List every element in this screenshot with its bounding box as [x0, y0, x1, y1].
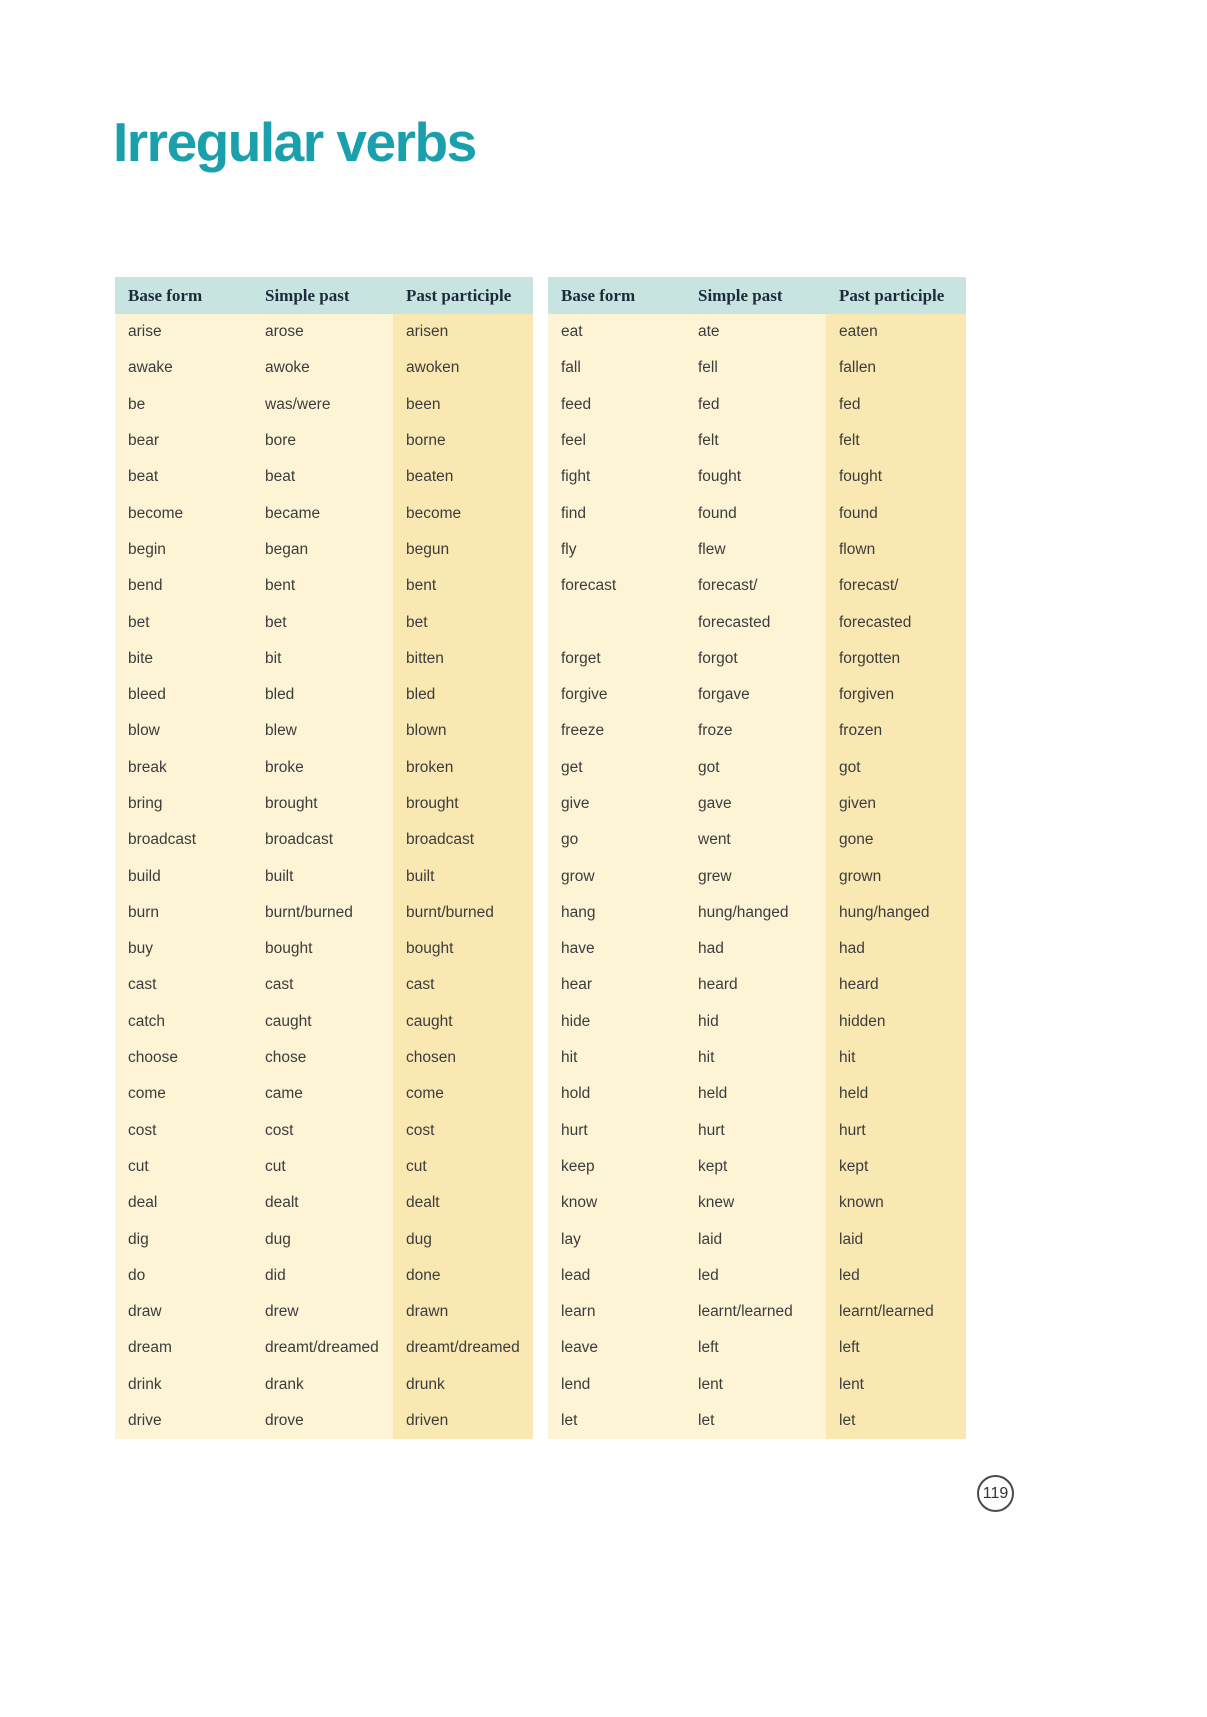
table-row [548, 858, 966, 894]
verb-cell: hit [826, 1040, 966, 1076]
verb-cell: forgotten [826, 641, 966, 677]
verb-cell: bought [393, 931, 533, 967]
table-row [115, 350, 533, 386]
verb-cell: broadcast [393, 822, 533, 858]
verb-cell: drive [115, 1403, 252, 1439]
table-row [548, 1076, 966, 1112]
verb-cell: let [685, 1403, 826, 1439]
table-row [548, 568, 966, 604]
verb-cell: fought [685, 459, 826, 495]
verb-cell: bet [393, 604, 533, 640]
verb-cell: did [252, 1258, 393, 1294]
verb-cell: bet [252, 604, 393, 640]
verb-cell: blow [115, 713, 252, 749]
table-row [115, 459, 533, 495]
table-row [548, 387, 966, 423]
table-row [115, 314, 533, 350]
table-row [115, 1185, 533, 1221]
verb-cell: lent [826, 1367, 966, 1403]
verb-cell: hung/hanged [685, 895, 826, 931]
verb-cell: held [685, 1076, 826, 1112]
verb-cell: been [393, 387, 533, 423]
verb-cell: led [826, 1258, 966, 1294]
verb-cell: begin [115, 532, 252, 568]
page-title: Irregular verbs [113, 111, 476, 173]
verb-cell: brought [393, 786, 533, 822]
table-row [548, 967, 966, 1003]
verb-cell: cut [252, 1149, 393, 1185]
verb-cell: become [393, 495, 533, 531]
verb-cell: bled [252, 677, 393, 713]
verb-cell: forgot [685, 641, 826, 677]
verb-cell: learn [548, 1294, 685, 1330]
table-row [115, 750, 533, 786]
verb-table-right [548, 277, 966, 1439]
verb-cell: hung/hanged [826, 895, 966, 931]
verb-cell: beat [115, 459, 252, 495]
verb-cell: driven [393, 1403, 533, 1439]
verb-cell: flown [826, 532, 966, 568]
verb-cell: hang [548, 895, 685, 931]
verb-cell: awoke [252, 350, 393, 386]
verb-cell: buy [115, 931, 252, 967]
verb-cell: cast [115, 967, 252, 1003]
verb-cell: dreamt/dreamed [393, 1330, 533, 1366]
verb-cell: laid [685, 1221, 826, 1257]
verb-cell: cast [393, 967, 533, 1003]
verb-cell: dug [252, 1221, 393, 1257]
table-row [548, 314, 966, 350]
table-row [548, 1040, 966, 1076]
table-row [115, 604, 533, 640]
table-row [115, 532, 533, 568]
verb-cell: feed [548, 387, 685, 423]
verb-cell: frozen [826, 713, 966, 749]
verb-cell: become [115, 495, 252, 531]
verb-cell: let [548, 1403, 685, 1439]
verb-cell: fall [548, 350, 685, 386]
verb-cell: broadcast [252, 822, 393, 858]
verb-cell: do [115, 1258, 252, 1294]
column-header: Past participle [839, 285, 945, 305]
verb-cell: awoken [393, 350, 533, 386]
table-row [548, 495, 966, 531]
verb-table-left [115, 277, 533, 1439]
verb-cell: be [115, 387, 252, 423]
verb-cell: drink [115, 1367, 252, 1403]
verb-cell: given [826, 786, 966, 822]
verb-cell: leave [548, 1330, 685, 1366]
verb-cell: find [548, 495, 685, 531]
table-row [115, 1113, 533, 1149]
verb-cell: draw [115, 1294, 252, 1330]
verb-cell: hurt [826, 1113, 966, 1149]
table-row [548, 423, 966, 459]
table-row [548, 459, 966, 495]
column-header: Simple past [265, 285, 350, 305]
table-row [548, 532, 966, 568]
verb-cell: dreamt/dreamed [252, 1330, 393, 1366]
verb-cell: hurt [548, 1113, 685, 1149]
table-row [115, 1403, 533, 1439]
verb-cell: chosen [393, 1040, 533, 1076]
verb-cell: build [115, 858, 252, 894]
verb-cell: drove [252, 1403, 393, 1439]
verb-cell: cast [252, 967, 393, 1003]
verb-cell: built [252, 858, 393, 894]
verb-cell: cut [115, 1149, 252, 1185]
verb-cell: broadcast [115, 822, 252, 858]
verb-cell: forecast [548, 568, 685, 604]
verb-cell: eaten [826, 314, 966, 350]
verb-cell: burnt/burned [252, 895, 393, 931]
verb-cell: heard [685, 967, 826, 1003]
verb-cell: catch [115, 1004, 252, 1040]
verb-cell: blew [252, 713, 393, 749]
verb-cell: fought [826, 459, 966, 495]
verb-tables-container [115, 277, 966, 1439]
verb-cell: drew [252, 1294, 393, 1330]
verb-cell: was/were [252, 387, 393, 423]
verb-cell: feel [548, 423, 685, 459]
verb-cell: caught [393, 1004, 533, 1040]
verb-cell: beaten [393, 459, 533, 495]
column-header: Past participle [406, 285, 512, 305]
verb-cell: became [252, 495, 393, 531]
table-row [548, 822, 966, 858]
table-row [115, 931, 533, 967]
verb-cell: forecast/ [826, 568, 966, 604]
verb-cell: hold [548, 1076, 685, 1112]
verb-cell: drank [252, 1367, 393, 1403]
verb-cell: forecasted [826, 604, 966, 640]
table-row [548, 1258, 966, 1294]
table-row [548, 1403, 966, 1439]
table-row [115, 1149, 533, 1185]
verb-cell: bring [115, 786, 252, 822]
verb-cell: deal [115, 1185, 252, 1221]
table-row [115, 858, 533, 894]
table-row [548, 713, 966, 749]
verb-cell: bled [393, 677, 533, 713]
verb-cell: grown [826, 858, 966, 894]
table-header-row [548, 277, 966, 314]
table-body [115, 314, 533, 1439]
verb-cell: burnt/burned [393, 895, 533, 931]
verb-cell: bent [393, 568, 533, 604]
table-row [115, 568, 533, 604]
verb-cell: cut [393, 1149, 533, 1185]
verb-cell: dealt [252, 1185, 393, 1221]
table-row [115, 677, 533, 713]
verb-cell: broken [393, 750, 533, 786]
verb-cell: bend [115, 568, 252, 604]
column-header: Simple past [698, 285, 783, 305]
verb-cell: bought [252, 931, 393, 967]
verb-cell: ate [685, 314, 826, 350]
verb-cell: done [393, 1258, 533, 1294]
verb-cell: built [393, 858, 533, 894]
verb-cell: kept [685, 1149, 826, 1185]
verb-cell: arose [252, 314, 393, 350]
table-body [548, 314, 966, 1439]
verb-cell: choose [115, 1040, 252, 1076]
verb-cell: led [685, 1258, 826, 1294]
verb-cell: give [548, 786, 685, 822]
verb-cell: gone [826, 822, 966, 858]
verb-cell: come [115, 1076, 252, 1112]
verb-cell: froze [685, 713, 826, 749]
verb-cell: cost [115, 1113, 252, 1149]
verb-cell: cost [252, 1113, 393, 1149]
verb-cell [548, 604, 685, 640]
verb-cell: bit [252, 641, 393, 677]
verb-cell: keep [548, 1149, 685, 1185]
verb-cell: hide [548, 1004, 685, 1040]
verb-cell: had [826, 931, 966, 967]
table-row [548, 1294, 966, 1330]
verb-cell: hidden [826, 1004, 966, 1040]
verb-cell: kept [826, 1149, 966, 1185]
verb-cell: found [826, 495, 966, 531]
verb-cell: dealt [393, 1185, 533, 1221]
verb-cell: found [685, 495, 826, 531]
table-row [548, 1221, 966, 1257]
verb-cell: lend [548, 1367, 685, 1403]
table-row [548, 677, 966, 713]
table-row [548, 1367, 966, 1403]
table-row [115, 1367, 533, 1403]
verb-cell: go [548, 822, 685, 858]
verb-cell: known [826, 1185, 966, 1221]
verb-cell: dream [115, 1330, 252, 1366]
verb-cell: hear [548, 967, 685, 1003]
verb-cell: forgiven [826, 677, 966, 713]
verb-cell: bore [252, 423, 393, 459]
verb-cell: got [826, 750, 966, 786]
verb-cell: broke [252, 750, 393, 786]
verb-cell: began [252, 532, 393, 568]
verb-cell: had [685, 931, 826, 967]
verb-cell: chose [252, 1040, 393, 1076]
table-row [548, 1113, 966, 1149]
verb-cell: hit [548, 1040, 685, 1076]
verb-cell: break [115, 750, 252, 786]
verb-cell: borne [393, 423, 533, 459]
verb-cell: bitten [393, 641, 533, 677]
verb-cell: fed [685, 387, 826, 423]
table-row [548, 1330, 966, 1366]
table-row [115, 1004, 533, 1040]
verb-cell: bite [115, 641, 252, 677]
verb-cell: bleed [115, 677, 252, 713]
verb-cell: got [685, 750, 826, 786]
verb-cell: fight [548, 459, 685, 495]
verb-cell: fell [685, 350, 826, 386]
verb-cell: grew [685, 858, 826, 894]
page-number-badge: 119 [977, 1475, 1014, 1512]
verb-cell: arisen [393, 314, 533, 350]
verb-cell: fallen [826, 350, 966, 386]
verb-cell: cost [393, 1113, 533, 1149]
table-row [115, 423, 533, 459]
verb-cell: forecast/ [685, 568, 826, 604]
verb-cell: forgive [548, 677, 685, 713]
verb-cell: beat [252, 459, 393, 495]
table-row [115, 895, 533, 931]
verb-cell: grow [548, 858, 685, 894]
table-row [115, 822, 533, 858]
verb-cell: laid [826, 1221, 966, 1257]
table-header-row [115, 277, 533, 314]
verb-cell: held [826, 1076, 966, 1112]
table-row [548, 1004, 966, 1040]
verb-cell: get [548, 750, 685, 786]
verb-cell: know [548, 1185, 685, 1221]
verb-cell: come [393, 1076, 533, 1112]
verb-cell: heard [826, 967, 966, 1003]
verb-cell: arise [115, 314, 252, 350]
verb-cell: drawn [393, 1294, 533, 1330]
verb-cell: learnt/learned [685, 1294, 826, 1330]
table-row [115, 1040, 533, 1076]
table-row [115, 1330, 533, 1366]
column-header: Base form [128, 285, 203, 305]
table-row [548, 350, 966, 386]
verb-cell: learnt/learned [826, 1294, 966, 1330]
verb-cell: felt [685, 423, 826, 459]
verb-cell: left [826, 1330, 966, 1366]
verb-cell: bent [252, 568, 393, 604]
verb-cell: begun [393, 532, 533, 568]
table-row [548, 1149, 966, 1185]
table-row [115, 1258, 533, 1294]
verb-cell: came [252, 1076, 393, 1112]
verb-cell: lead [548, 1258, 685, 1294]
verb-cell: fed [826, 387, 966, 423]
verb-cell: dig [115, 1221, 252, 1257]
table-row [548, 641, 966, 677]
table-row [548, 1185, 966, 1221]
verb-cell: blown [393, 713, 533, 749]
table-row [115, 495, 533, 531]
verb-cell: forecasted [685, 604, 826, 640]
verb-cell: caught [252, 1004, 393, 1040]
table-row [115, 1294, 533, 1330]
verb-cell: freeze [548, 713, 685, 749]
table-row [548, 931, 966, 967]
verb-cell: hit [685, 1040, 826, 1076]
verb-cell: bet [115, 604, 252, 640]
verb-cell: burn [115, 895, 252, 931]
table-row [115, 786, 533, 822]
verb-cell: lay [548, 1221, 685, 1257]
column-header: Base form [561, 285, 636, 305]
table-row [548, 750, 966, 786]
verb-cell: lent [685, 1367, 826, 1403]
verb-cell: left [685, 1330, 826, 1366]
verb-cell: gave [685, 786, 826, 822]
verb-cell: flew [685, 532, 826, 568]
table-row [115, 1221, 533, 1257]
table-row [115, 1076, 533, 1112]
verb-cell: drunk [393, 1367, 533, 1403]
verb-cell: felt [826, 423, 966, 459]
table-row [115, 713, 533, 749]
table-row [548, 604, 966, 640]
verb-cell: hid [685, 1004, 826, 1040]
table-row [115, 387, 533, 423]
verb-cell: forget [548, 641, 685, 677]
verb-cell: bear [115, 423, 252, 459]
verb-cell: eat [548, 314, 685, 350]
verb-cell: hurt [685, 1113, 826, 1149]
verb-cell: brought [252, 786, 393, 822]
table-row [548, 895, 966, 931]
verb-cell: awake [115, 350, 252, 386]
verb-cell: dug [393, 1221, 533, 1257]
verb-cell: have [548, 931, 685, 967]
verb-cell: fly [548, 532, 685, 568]
table-row [115, 967, 533, 1003]
table-row [115, 641, 533, 677]
table-row [548, 786, 966, 822]
verb-cell: knew [685, 1185, 826, 1221]
verb-cell: forgave [685, 677, 826, 713]
verb-cell: went [685, 822, 826, 858]
verb-cell: let [826, 1403, 966, 1439]
